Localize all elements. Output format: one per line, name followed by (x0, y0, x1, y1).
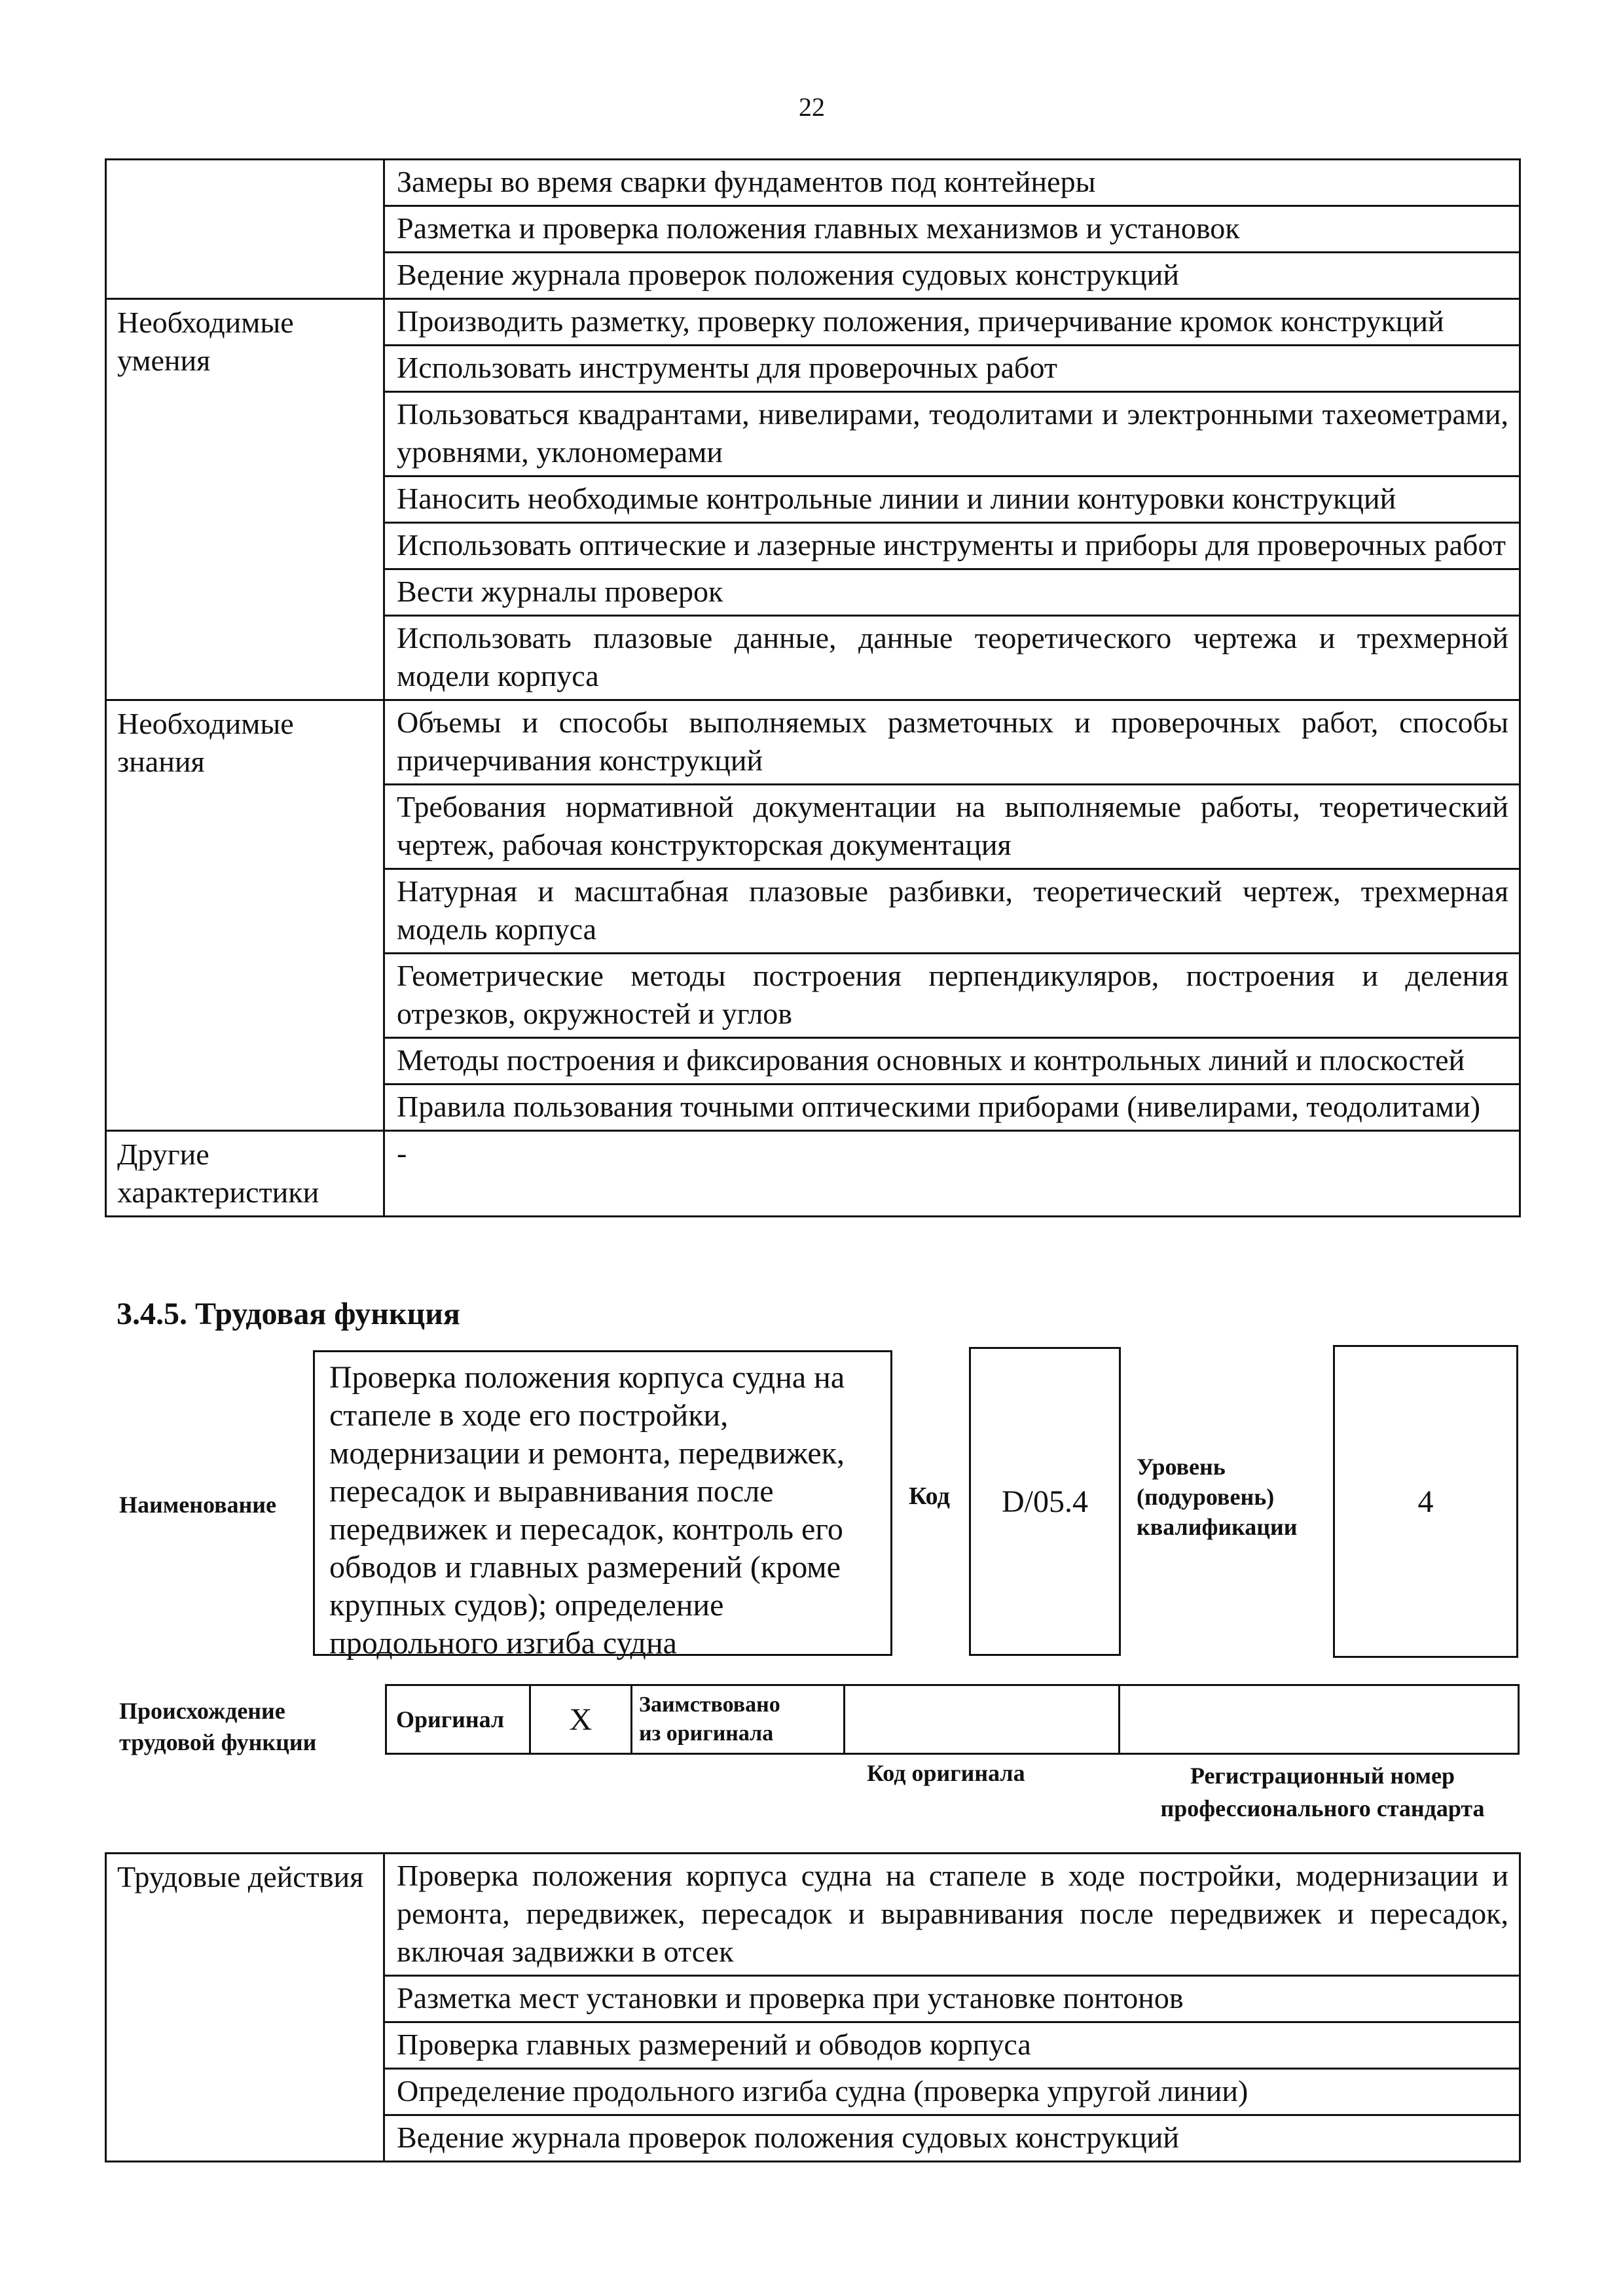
origin-label-line: трудовой функции (119, 1729, 317, 1755)
row-label (106, 160, 384, 299)
level-label-line: Уровень (1137, 1454, 1226, 1480)
reg-caption-line: профессионального стандарта (1160, 1795, 1485, 1821)
qualification-level-box: 4 (1333, 1345, 1518, 1658)
qualification-level-label (1137, 1452, 1298, 1542)
borrowed-line: Заимствовано (639, 1693, 780, 1717)
section-title: 3.4.5. Трудовая функция (117, 1297, 460, 1331)
code-original-cell (845, 1685, 1120, 1754)
function-name-box: Проверка положения корпуса судна на стапеле в ходе его постройки, модернизации и ремонта, передвижек, пересадок и выравнивания после передвижек и пересадок, контроль его обводов и главных размерений (кроме крупных судов); определение продольного изгиба судна (313, 1350, 892, 1656)
table-cell: Пользоваться квадрантами, нивелирами, теодолитами и электронными тахеометрами, уровнями, уклономерами (384, 392, 1520, 476)
table-row (106, 700, 1520, 785)
table-cell: Замеры во время сварки фундаментов под контейнеры (384, 160, 1520, 206)
table-cell: Наносить необходимые контрольные линии и линии контуровки конструкций (384, 476, 1520, 523)
origin-table (385, 1684, 1520, 1755)
table-row (106, 1854, 1520, 1976)
code-label: Код (909, 1482, 950, 1510)
table-cell: Проверка положения корпуса судна на стапеле в ходе постройки, модернизации и ремонта, передвижек, пересадок и выравнивания после передвижек и пересадок, включая задвижки в отсек (384, 1854, 1520, 1976)
table-cell: Использовать инструменты для проверочных работ (384, 346, 1520, 392)
reg-number-caption (1113, 1759, 1532, 1825)
row-label-skills: Необходимые умения (106, 299, 384, 700)
table-cell: Разметка и проверка положения главных механизмов и установок (384, 206, 1520, 253)
table-cell: Геометрические методы построения перпендикуляров, построения и деления отрезков, окружностей и углов (384, 954, 1520, 1038)
borrowed-label (632, 1685, 845, 1754)
table-cell: Правила пользования точными оптическими приборами (нивелирами, теодолитами) (384, 1085, 1520, 1131)
row-label-knowledge: Необходимые знания (106, 700, 384, 1131)
table-row (386, 1685, 1519, 1754)
table-cell: Ведение журнала проверок положения судовых конструкций (384, 253, 1520, 299)
table-cell: Натурная и масштабная плазовые разбивки, теоретический чертеж, трехмерная модель корпуса (384, 869, 1520, 954)
table-cell: Объемы и способы выполняемых разметочных и проверочных работ, способы причерчивания конструкций (384, 700, 1520, 785)
borrowed-line: из оригинала (639, 1721, 774, 1746)
origin-label-line: Происхождение (119, 1698, 285, 1724)
table-cell: Проверка главных размерений и обводов корпуса (384, 2022, 1520, 2069)
row-label-other: Другие характеристики (106, 1131, 384, 1217)
table-cell: Определение продольного изгиба судна (проверка упругой линии) (384, 2069, 1520, 2115)
level-label-line: квалификации (1137, 1514, 1298, 1540)
table-cell: Требования нормативной документации на выполняемые работы, теоретический чертеж, рабочая конструкторская документация (384, 785, 1520, 869)
table-row (106, 160, 1520, 206)
table-cell: Производить разметку, проверку положения, причерчивание кромок конструкций (384, 299, 1520, 346)
table-cell: Вести журналы проверок (384, 569, 1520, 616)
labor-actions-table (105, 1852, 1521, 2162)
table-cell: Использовать плазовые данные, данные теоретического чертежа и трехмерной модели корпуса (384, 616, 1520, 700)
table-row (106, 1131, 1520, 1217)
table-cell: Использовать оптические и лазерные инструменты и приборы для проверочных работ (384, 523, 1520, 569)
origin-label (119, 1695, 316, 1758)
code-original-caption: Код оригинала (867, 1760, 1025, 1786)
original-mark: X (530, 1685, 632, 1754)
table-cell: Ведение журнала проверок положения судовых конструкций (384, 2115, 1520, 2162)
code-value-box: D/05.4 (969, 1347, 1121, 1656)
row-label-actions: Трудовые действия (106, 1854, 384, 2162)
reg-caption-line: Регистрационный номер (1190, 1763, 1455, 1789)
table-row (106, 299, 1520, 346)
table-cell: Методы построения и фиксирования основных и контрольных линий и плоскостей (384, 1038, 1520, 1085)
level-label-line: (подуровень) (1137, 1484, 1275, 1510)
page-number: 22 (799, 92, 825, 122)
name-label: Наименование (119, 1492, 276, 1518)
table-cell: Разметка мест установки и проверка при установке понтонов (384, 1976, 1520, 2022)
requirements-table (105, 158, 1521, 1217)
original-label: Оригинал (386, 1685, 530, 1754)
reg-number-cell (1120, 1685, 1519, 1754)
table-cell: - (384, 1131, 1520, 1217)
